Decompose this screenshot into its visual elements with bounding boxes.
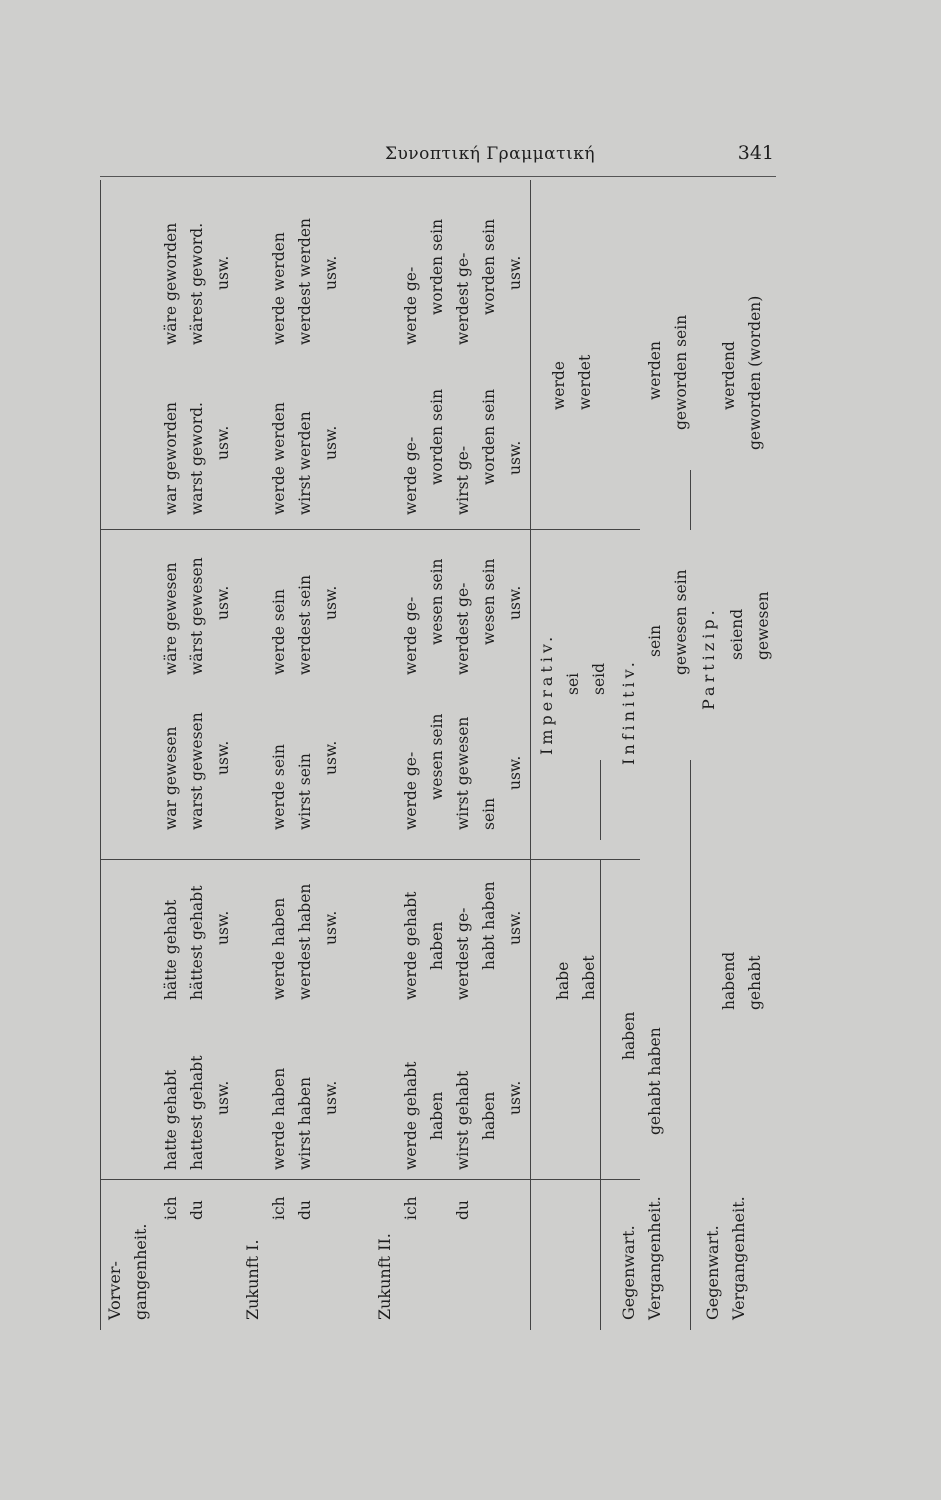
label-line: gangenheit. — [131, 1223, 150, 1320]
form: wesen sein — [428, 558, 446, 645]
form: werdend — [720, 341, 738, 410]
form: werde ge- — [402, 751, 420, 830]
form: werde — [550, 361, 568, 410]
form: werde werden — [270, 402, 288, 515]
z2-werden-indicative — [398, 389, 528, 515]
z1-sein-indicative — [266, 741, 344, 830]
column-divider-1 — [100, 1179, 640, 1180]
form: haben — [620, 1011, 638, 1060]
z2-sein-subjunctive — [398, 558, 528, 675]
form: werde ge- — [402, 266, 420, 345]
form: usw. — [506, 1080, 524, 1115]
form: usw. — [214, 1080, 232, 1115]
form: haben — [428, 1091, 446, 1140]
column-divider-3 — [100, 529, 640, 530]
form: worden sein — [428, 218, 446, 315]
form: worden sein — [428, 388, 446, 485]
vv-sein-subjunctive — [158, 557, 236, 675]
form: worden sein — [480, 388, 498, 485]
vorvergangenheit-label — [102, 1223, 154, 1320]
imperativ-werden — [546, 355, 598, 410]
form: werde sein — [270, 589, 288, 675]
label-line: Gegenwart. — [619, 1225, 638, 1320]
form: werde gehabt — [402, 891, 420, 1000]
form: werden — [646, 341, 664, 400]
form: werdest ge- — [454, 252, 472, 345]
form: haben — [480, 1091, 498, 1140]
z2-sein-indicative — [398, 713, 528, 830]
form: usw. — [214, 585, 232, 620]
form: sei — [564, 672, 582, 695]
z1-haben-subjunctive — [266, 884, 344, 1000]
form: wirst gewesen — [454, 716, 472, 830]
partizip-labels — [700, 1196, 752, 1320]
z2-haben-indicative — [398, 1062, 528, 1170]
z2-werden-subjunctive — [398, 219, 528, 345]
form: hattest gehabt — [188, 1055, 206, 1170]
form: werdest haben — [296, 883, 314, 1000]
imperativ-haben — [550, 955, 602, 1000]
partizip-heading: Partizip. — [699, 606, 718, 710]
label-line: Vergangenheit. — [729, 1196, 748, 1320]
vv-werden-indicative — [158, 402, 236, 515]
form: gehabt haben — [646, 1027, 664, 1135]
form: gewesen — [754, 591, 772, 660]
z2-haben-subjunctive — [398, 881, 528, 1000]
form: sein — [646, 624, 664, 657]
partizip-haben — [716, 952, 768, 1010]
form: usw. — [506, 585, 524, 620]
imperativ-rule-sein — [600, 760, 601, 840]
zukunft2-pronoun-ich: ich — [402, 1196, 420, 1220]
label-line: Vergangenheit. — [645, 1196, 664, 1320]
form: werde haben — [270, 897, 288, 1000]
form: werde sein — [270, 744, 288, 830]
imperativ-sein — [560, 663, 612, 695]
form: hätte gehabt — [162, 899, 180, 1000]
form: wirst haben — [296, 1076, 314, 1170]
zukunft2-pronoun-du: du — [454, 1200, 472, 1220]
form: werdest werden — [296, 218, 314, 345]
zukunft1-label: Zukunft I. — [243, 1239, 262, 1320]
form: wäre gewesen — [162, 562, 180, 675]
form: seid — [590, 662, 608, 695]
infinitiv-haben — [616, 1012, 668, 1135]
form: war gewesen — [162, 726, 180, 830]
vv-haben-indicative — [158, 1056, 236, 1170]
form: hättest gehabt — [188, 885, 206, 1000]
form: geworden sein — [672, 314, 690, 430]
form: warst geword. — [188, 402, 206, 515]
form: wäre geworden — [162, 222, 180, 345]
zukunft1-pronouns — [266, 1196, 318, 1220]
pronoun: ich — [162, 1196, 180, 1220]
form: werde ge- — [402, 596, 420, 675]
form: wirst sein — [296, 753, 314, 830]
partizip-werden — [716, 296, 768, 450]
form: wärst gewesen — [188, 557, 206, 675]
form: werde werden — [270, 232, 288, 345]
form: wärest geword. — [188, 222, 206, 345]
form: werdest sein — [296, 574, 314, 675]
form: habet — [580, 955, 598, 1000]
form: usw. — [214, 740, 232, 775]
infinitiv-sein — [642, 569, 694, 675]
infinitiv-bottom-rule — [690, 760, 691, 1330]
form: usw. — [322, 1080, 340, 1115]
imperativ-rule-haben — [600, 860, 601, 1330]
form: wirst gehabt — [454, 1070, 472, 1170]
form: werde ge- — [402, 436, 420, 515]
infinitiv-labels — [616, 1196, 668, 1320]
z1-werden-indicative — [266, 402, 344, 515]
form: war geworden — [162, 401, 180, 515]
table-top-rule — [100, 180, 101, 1330]
form: wesen sein — [480, 558, 498, 645]
column-divider-2 — [100, 859, 640, 860]
form: werde gehabt — [402, 1061, 420, 1170]
form: usw. — [322, 910, 340, 945]
form: usw. — [214, 425, 232, 460]
vv-werden-subjunctive — [158, 223, 236, 345]
imperativ-heading: Imperativ. — [537, 632, 556, 755]
conjugation-table — [100, 180, 776, 1330]
infinitiv-werden — [642, 315, 694, 430]
form: usw. — [506, 440, 524, 475]
form: usw. — [322, 255, 340, 290]
infinitiv-rule-werden — [690, 470, 691, 530]
zukunft2-bottom-rule — [530, 180, 531, 1330]
pronoun: du — [188, 1200, 206, 1220]
form: wesen sein — [428, 713, 446, 800]
form: werdest ge- — [454, 582, 472, 675]
running-header — [100, 140, 776, 177]
form: usw. — [506, 910, 524, 945]
page-number: 341 — [737, 142, 774, 164]
form: gewesen sein — [672, 569, 690, 675]
vorvergangenheit-pronouns — [158, 1196, 210, 1220]
form: usw. — [506, 255, 524, 290]
form: warst gewesen — [188, 712, 206, 830]
form: usw. — [322, 740, 340, 775]
z1-haben-indicative — [266, 1068, 344, 1170]
form: seiend — [728, 608, 746, 660]
form: habt haben — [480, 881, 498, 970]
vv-sein-indicative — [158, 712, 236, 830]
partizip-sein — [724, 591, 776, 660]
form: usw. — [214, 255, 232, 290]
form: habend — [720, 951, 738, 1010]
vv-haben-subjunctive — [158, 886, 236, 1000]
zukunft2-label: Zukunft II. — [375, 1233, 394, 1320]
z1-werden-subjunctive — [266, 218, 344, 345]
form: geworden (worden) — [746, 295, 764, 450]
z1-sein-subjunctive — [266, 575, 344, 675]
form: usw. — [322, 585, 340, 620]
form: usw. — [214, 910, 232, 945]
form: usw. — [322, 425, 340, 460]
form: werdest ge- — [454, 907, 472, 1000]
form: usw. — [506, 755, 524, 790]
form: gehabt — [746, 955, 764, 1010]
pronoun: du — [296, 1200, 314, 1220]
label-line: Gegenwart. — [703, 1225, 722, 1320]
form: worden sein — [480, 218, 498, 315]
header-title: Συνοπτική Γραμματική — [384, 144, 596, 164]
infinitiv-heading: Infinitiv. — [619, 658, 638, 765]
form: hatte gehabt — [162, 1069, 180, 1170]
form: werde haben — [270, 1067, 288, 1170]
form: sein — [480, 797, 498, 830]
form: wirst werden — [296, 411, 314, 515]
pronoun: ich — [270, 1196, 288, 1220]
form: werdet — [576, 354, 594, 410]
form: habe — [554, 961, 572, 1000]
form: wirst ge- — [454, 445, 472, 515]
label-line: Vorver- — [105, 1261, 124, 1320]
form: haben — [428, 921, 446, 970]
